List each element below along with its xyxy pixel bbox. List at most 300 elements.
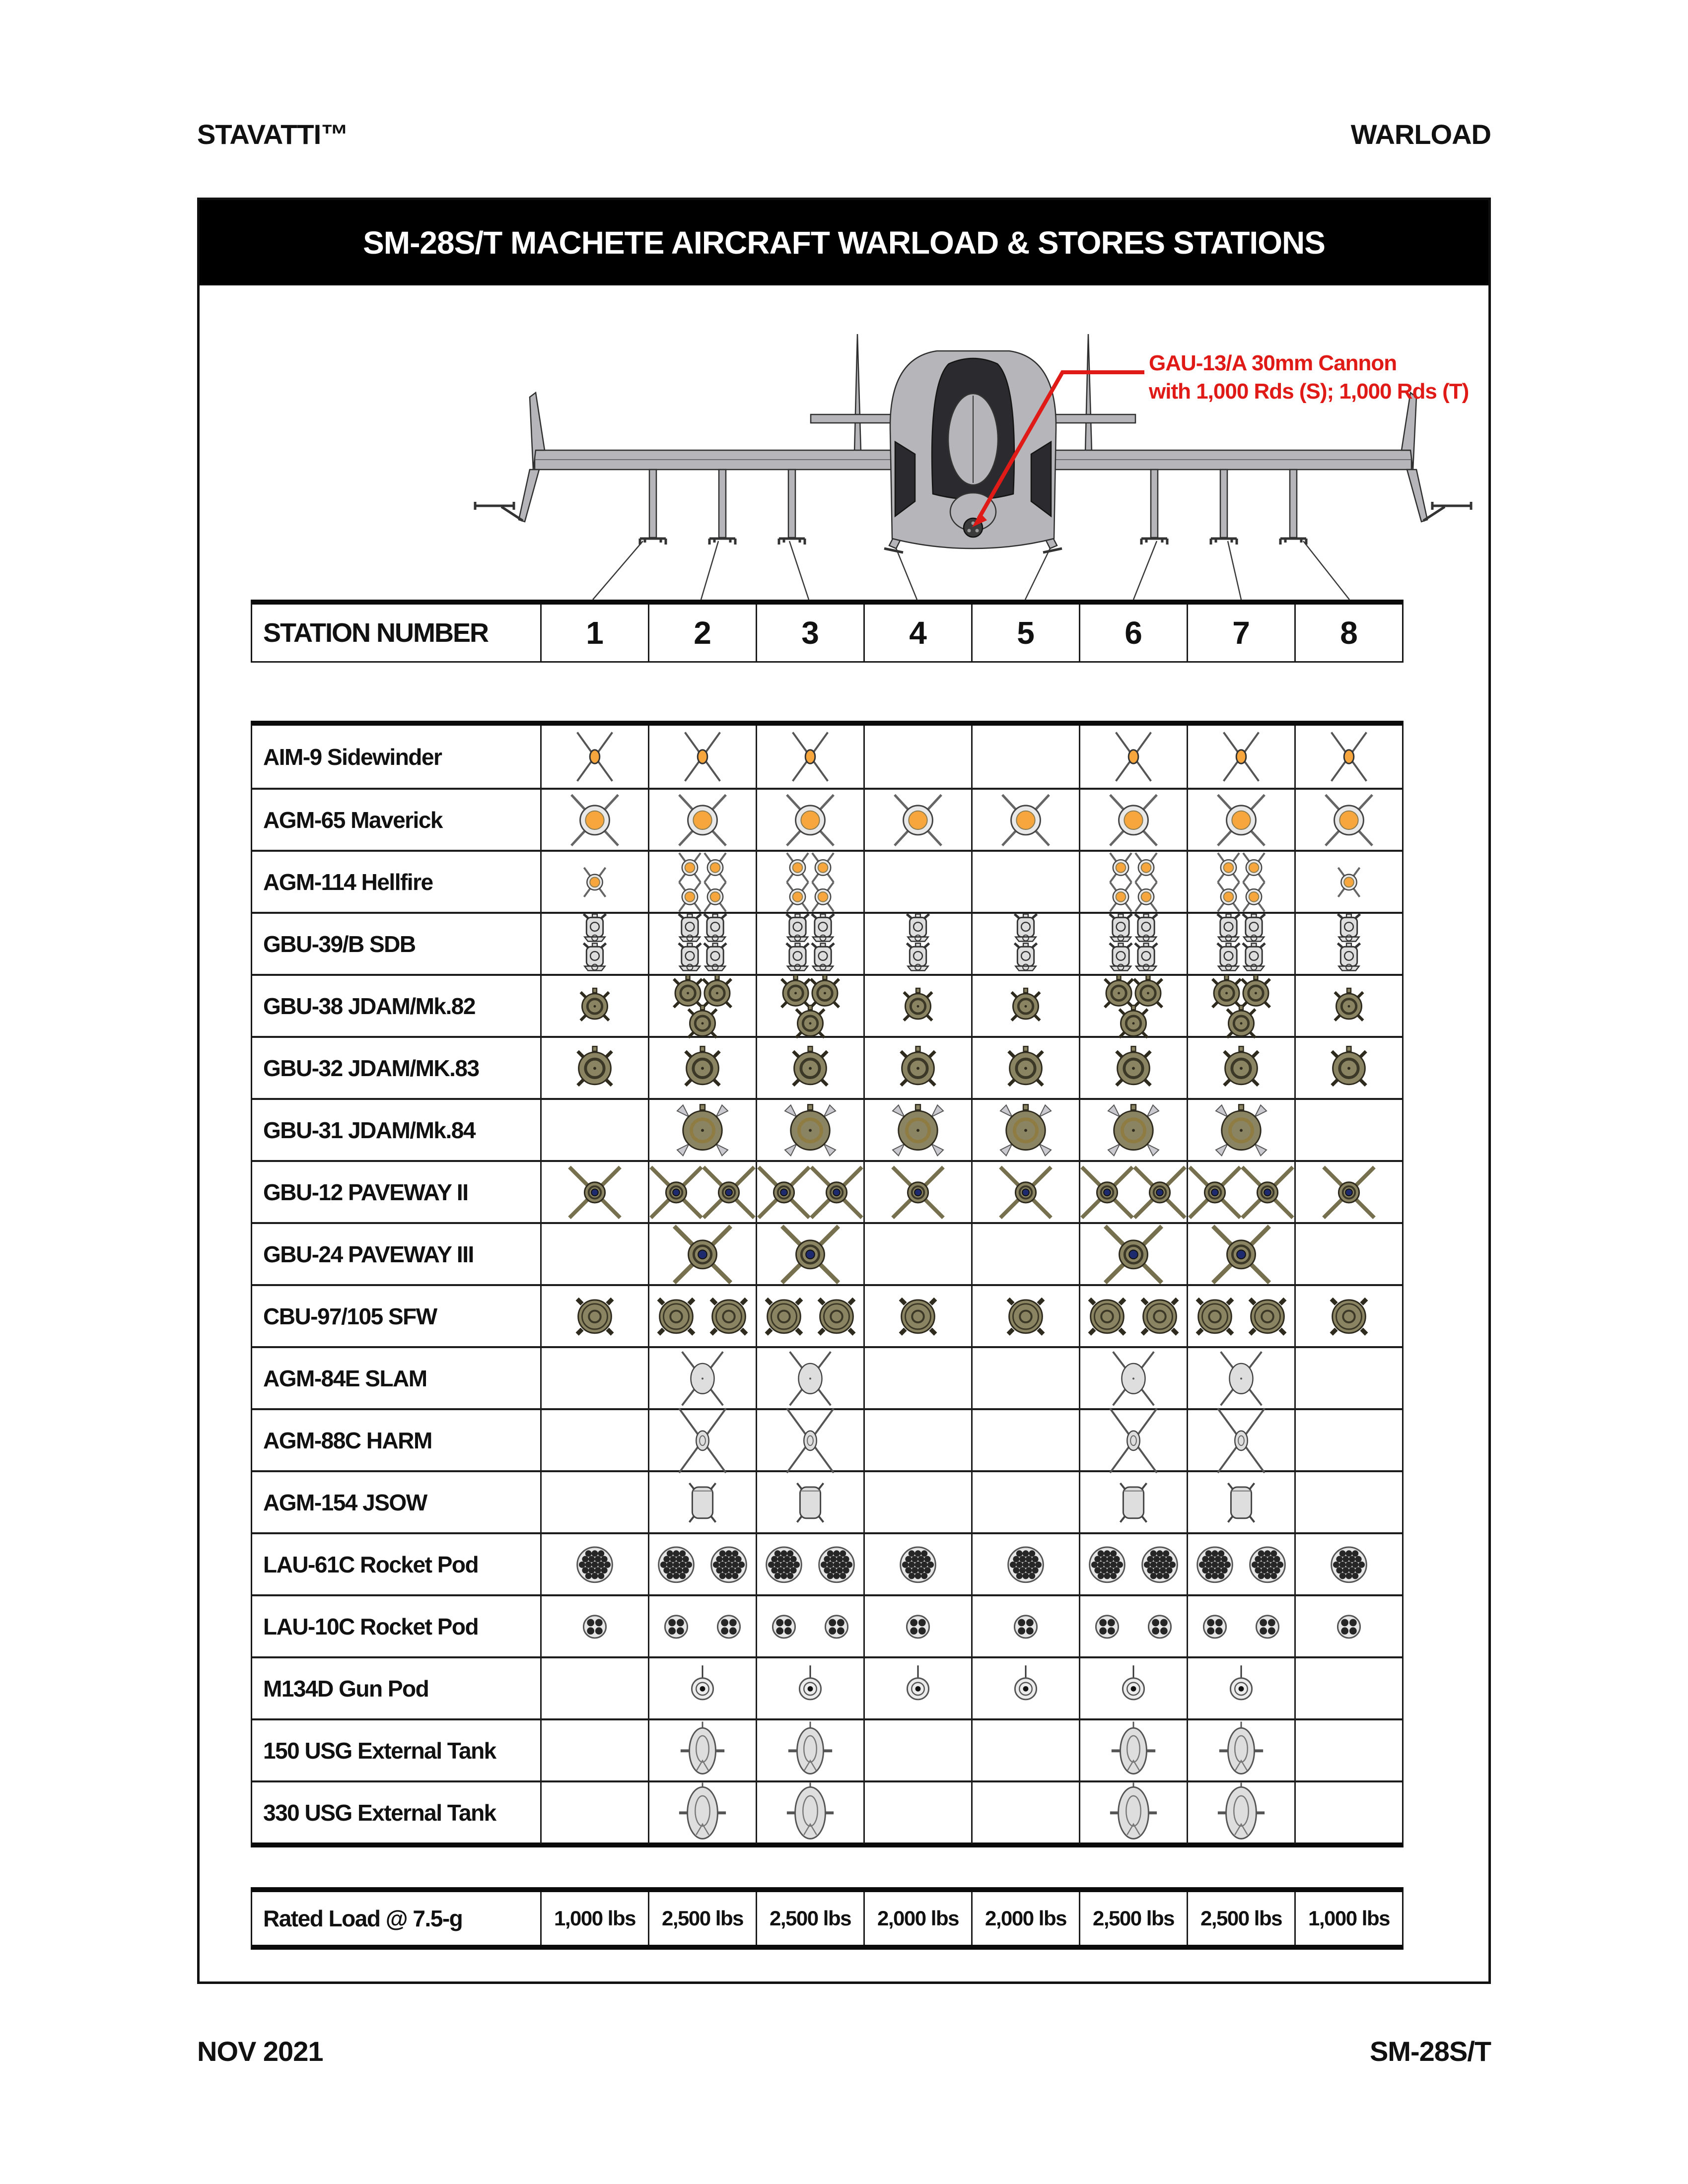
lau61-icon [973,1534,1079,1595]
store-cell-station-4 [863,1410,971,1471]
paveway2-icon [649,1162,756,1223]
weapon-label: AGM-84E SLAM [263,1365,427,1392]
jdam38-icon [1188,976,1294,1037]
store-cell-station-2 [648,1162,756,1223]
store-cell-station-4 [863,1348,971,1409]
store-cell-station-1 [540,914,648,975]
store-cell-station-3 [756,1534,863,1595]
station-number-7: 7 [1187,605,1294,661]
store-cell-station-5 [971,1534,1079,1595]
station-number-8: 8 [1294,605,1402,661]
tank150-icon [649,1720,756,1781]
store-cell-station-8 [1294,1720,1402,1781]
cannon-annotation [1149,349,1469,406]
lau10-icon [973,1596,1079,1657]
sidewinder-icon [649,726,756,788]
weapon-row [252,726,1402,788]
cbu-icon [865,1286,971,1347]
store-cell-station-2 [648,726,756,788]
store-cell-station-5 [971,1658,1079,1719]
store-cell-station-4 [863,1782,971,1843]
station-number-6: 6 [1079,605,1187,661]
jdam38-icon [542,976,648,1037]
jdam32-icon [542,1038,648,1099]
m134-icon [865,1658,971,1719]
lau10-icon [865,1596,971,1657]
store-cell-station-5 [971,1286,1079,1347]
sdb-icon [757,914,863,975]
slam-icon [1188,1348,1294,1409]
cbu-icon [1080,1286,1187,1347]
sdb-icon [1080,914,1187,975]
lau10-icon [757,1596,863,1657]
paveway2-icon [1296,1162,1402,1223]
store-cell-station-8 [1294,852,1402,913]
store-cell-station-3 [756,1596,863,1657]
tank330-icon [757,1782,863,1843]
weapon-label: CBU-97/105 SFW [263,1303,437,1330]
weapon-row [252,974,1402,1036]
weapon-row [252,912,1402,974]
sidewinder-icon [1080,726,1187,788]
jdam38-icon [1296,976,1402,1037]
store-cell-station-2 [648,976,756,1037]
weapon-label: AGM-88C HARM [263,1428,432,1454]
weapon-label: GBU-38 JDAM/Mk.82 [263,993,475,1020]
store-cell-station-1 [540,1038,648,1099]
m134-icon [1080,1658,1187,1719]
store-cell-station-1 [540,1100,648,1161]
store-cell-station-6 [1079,1224,1187,1285]
weapon-row [252,1036,1402,1098]
weapon-label: 150 USG External Tank [263,1738,496,1764]
weapons-table [251,721,1404,1847]
weapon-label: LAU-10C Rocket Pod [263,1614,479,1640]
page-header [197,118,1491,150]
store-cell-station-1 [540,1162,648,1223]
store-cell-station-7 [1187,790,1294,851]
store-cell-station-7 [1187,1038,1294,1099]
footer-model: SM-28S/T [1369,2036,1491,2067]
store-cell-station-7 [1187,726,1294,788]
store-cell-station-3 [756,1224,863,1285]
store-cell-station-7 [1187,1658,1294,1719]
weapon-label: GBU-24 PAVEWAY III [263,1241,474,1268]
weapon-row [252,850,1402,912]
station-number-1: 1 [540,605,648,661]
cbu-icon [542,1286,648,1347]
weapon-row [252,1532,1402,1594]
weapon-row [252,1656,1402,1718]
store-cell-station-1 [540,1596,648,1657]
maverick-icon [649,790,756,851]
paveway3-icon [757,1224,863,1285]
store-cell-station-6 [1079,1162,1187,1223]
store-cell-station-6 [1079,1348,1187,1409]
store-cell-station-8 [1294,790,1402,851]
tank330-icon [1188,1782,1294,1843]
store-cell-station-5 [971,976,1079,1037]
tank330-icon [1080,1782,1187,1843]
weapon-label: GBU-31 JDAM/Mk.84 [263,1117,475,1144]
jdam38-icon [973,976,1079,1037]
store-cell-station-7 [1187,1782,1294,1843]
store-cell-station-8 [1294,1286,1402,1347]
paveway3-icon [649,1224,756,1285]
store-cell-station-5 [971,914,1079,975]
store-cell-station-1 [540,1782,648,1843]
store-cell-station-7 [1187,1472,1294,1533]
content-frame [197,198,1491,1984]
store-cell-station-7 [1187,914,1294,975]
store-cell-station-6 [1079,1286,1187,1347]
sdb-icon [1296,914,1402,975]
jdam38-icon [865,976,971,1037]
store-cell-station-8 [1294,1658,1402,1719]
page-footer [197,2035,1491,2067]
maverick-icon [757,790,863,851]
store-cell-station-2 [648,1100,756,1161]
lau61-icon [542,1534,648,1595]
rated-load-station-2: 2,500 lbs [648,1892,756,1945]
lau10-icon [649,1596,756,1657]
store-cell-station-6 [1079,726,1187,788]
rated-load-label: Rated Load @ 7.5-g [263,1906,463,1931]
station-number-3: 3 [756,605,863,661]
store-cell-station-3 [756,1782,863,1843]
maverick-icon [973,790,1079,851]
store-cell-station-5 [971,1224,1079,1285]
jdam38-icon [649,976,756,1037]
jdam38-icon [1080,976,1187,1037]
store-cell-station-8 [1294,1410,1402,1471]
jdam32-icon [1296,1038,1402,1099]
store-cell-station-5 [971,1038,1079,1099]
store-cell-station-1 [540,976,648,1037]
jsow-icon [1080,1472,1187,1533]
store-cell-station-5 [971,1100,1079,1161]
store-cell-station-3 [756,726,863,788]
store-cell-station-3 [756,790,863,851]
header-right-text: WARLOAD [1350,119,1491,150]
harm-icon [757,1410,863,1471]
store-cell-station-7 [1187,1720,1294,1781]
weapon-row [252,1780,1402,1843]
m134-icon [649,1658,756,1719]
station-number-5: 5 [971,605,1079,661]
maverick-icon [542,790,648,851]
hellfire-icon [1296,852,1402,913]
store-cell-station-3 [756,1720,863,1781]
weapon-row [252,1408,1402,1470]
hellfire-icon [1080,852,1187,913]
store-cell-station-4 [863,1472,971,1533]
weapon-row [252,1594,1402,1656]
store-cell-station-8 [1294,914,1402,975]
weapon-row [252,788,1402,850]
store-cell-station-2 [648,1720,756,1781]
jdam31-icon [973,1100,1079,1161]
store-cell-station-2 [648,1224,756,1285]
weapon-label: GBU-12 PAVEWAY II [263,1179,468,1206]
store-cell-station-6 [1079,976,1187,1037]
cbu-icon [1188,1286,1294,1347]
maverick-icon [1188,790,1294,851]
sidewinder-icon [1188,726,1294,788]
store-cell-station-3 [756,1100,863,1161]
store-cell-station-8 [1294,1348,1402,1409]
store-cell-station-6 [1079,1038,1187,1099]
store-cell-station-4 [863,790,971,851]
store-cell-station-1 [540,1720,648,1781]
maverick-icon [865,790,971,851]
store-cell-station-7 [1187,1286,1294,1347]
station-number-row [252,605,1402,661]
store-cell-station-6 [1079,1658,1187,1719]
tank150-icon [1080,1720,1187,1781]
brand-text: STAVATTI™ [197,119,349,150]
paveway2-icon [865,1162,971,1223]
station-number-label: STATION NUMBER [263,618,488,648]
annotation-line-2: with 1,000 Rds (S); 1,000 Rds (T) [1149,379,1469,404]
store-cell-station-8 [1294,1782,1402,1843]
rated-load-station-5: 2,000 lbs [971,1892,1079,1945]
store-cell-station-8 [1294,976,1402,1037]
paveway3-icon [1080,1224,1187,1285]
store-cell-station-4 [863,1162,971,1223]
jdam32-icon [1188,1038,1294,1099]
jdam31-icon [757,1100,863,1161]
store-cell-station-5 [971,726,1079,788]
store-cell-station-5 [971,1472,1079,1533]
store-cell-station-7 [1187,1100,1294,1161]
weapon-row [252,1222,1402,1284]
store-cell-station-3 [756,1472,863,1533]
store-cell-station-7 [1187,1410,1294,1471]
store-cell-station-7 [1187,1162,1294,1223]
rated-load-station-7: 2,500 lbs [1187,1892,1294,1945]
store-cell-station-4 [863,1100,971,1161]
store-cell-station-6 [1079,852,1187,913]
lau61-icon [1080,1534,1187,1595]
sidewinder-icon [757,726,863,788]
store-cell-station-4 [863,1038,971,1099]
lau61-icon [1296,1534,1402,1595]
rated-load-station-6: 2,500 lbs [1079,1892,1187,1945]
hellfire-icon [757,852,863,913]
store-cell-station-2 [648,1534,756,1595]
weapon-row [252,1346,1402,1408]
aircraft-diagram [200,285,1488,603]
weapon-label: GBU-39/B SDB [263,931,416,957]
store-cell-station-5 [971,790,1079,851]
sidewinder-icon [542,726,648,788]
cbu-icon [973,1286,1079,1347]
store-cell-station-5 [971,1720,1079,1781]
store-cell-station-2 [648,852,756,913]
weapon-row [252,1160,1402,1222]
station-leader-lines [593,541,1349,600]
weapon-row [252,1284,1402,1346]
tank150-icon [757,1720,863,1781]
store-cell-station-5 [971,852,1079,913]
weapon-row [252,1718,1402,1780]
store-cell-station-3 [756,976,863,1037]
rated-load-station-4: 2,000 lbs [863,1892,971,1945]
slam-icon [649,1348,756,1409]
store-cell-station-7 [1187,852,1294,913]
store-cell-station-4 [863,976,971,1037]
store-cell-station-1 [540,1472,648,1533]
store-cell-station-6 [1079,1410,1187,1471]
lau10-icon [542,1596,648,1657]
store-cell-station-4 [863,1658,971,1719]
store-cell-station-8 [1294,1162,1402,1223]
store-cell-station-3 [756,914,863,975]
store-cell-station-1 [540,1658,648,1719]
cbu-icon [1296,1286,1402,1347]
weapon-label: 330 USG External Tank [263,1800,496,1826]
jdam38-icon [757,976,863,1037]
store-cell-station-4 [863,1534,971,1595]
paveway2-icon [542,1162,648,1223]
store-cell-station-6 [1079,1782,1187,1843]
store-cell-station-2 [648,1596,756,1657]
store-cell-station-3 [756,1410,863,1471]
jsow-icon [1188,1472,1294,1533]
hellfire-icon [1188,852,1294,913]
store-cell-station-4 [863,1720,971,1781]
lau10-icon [1296,1596,1402,1657]
store-cell-station-1 [540,1286,648,1347]
store-cell-station-3 [756,1162,863,1223]
store-cell-station-4 [863,726,971,788]
hellfire-icon [649,852,756,913]
store-cell-station-2 [648,1658,756,1719]
store-cell-station-8 [1294,1472,1402,1533]
store-cell-station-2 [648,1286,756,1347]
store-cell-station-6 [1079,1472,1187,1533]
store-cell-station-1 [540,790,648,851]
store-cell-station-6 [1079,1720,1187,1781]
paveway3-icon [1188,1224,1294,1285]
rated-load-table [251,1887,1404,1950]
lau61-icon [649,1534,756,1595]
store-cell-station-2 [648,1038,756,1099]
store-cell-station-2 [648,790,756,851]
cbu-icon [757,1286,863,1347]
harm-icon [649,1410,756,1471]
store-cell-station-1 [540,1224,648,1285]
store-cell-station-4 [863,1596,971,1657]
maverick-icon [1080,790,1187,851]
jdam31-icon [1188,1100,1294,1161]
store-cell-station-3 [756,1286,863,1347]
store-cell-station-4 [863,1286,971,1347]
store-cell-station-1 [540,1534,648,1595]
store-cell-station-3 [756,852,863,913]
sidewinder-icon [1296,726,1402,788]
store-cell-station-1 [540,1410,648,1471]
jdam32-icon [973,1038,1079,1099]
harm-icon [1188,1410,1294,1471]
lau10-icon [1188,1596,1294,1657]
sdb-icon [542,914,648,975]
store-cell-station-5 [971,1410,1079,1471]
store-cell-station-8 [1294,1534,1402,1595]
slam-icon [1080,1348,1187,1409]
jdam31-icon [649,1100,756,1161]
store-cell-station-6 [1079,1534,1187,1595]
page-title: SM-28S/T MACHETE AIRCRAFT WARLOAD & STORES STATIONS [363,225,1325,261]
tank330-icon [649,1782,756,1843]
store-cell-station-1 [540,1348,648,1409]
station-number-table [251,600,1404,663]
jdam32-icon [865,1038,971,1099]
rated-load-station-8: 1,000 lbs [1294,1892,1402,1945]
annotation-line-1: GAU-13/A 30mm Cannon [1149,351,1397,375]
jsow-icon [757,1472,863,1533]
title-bar [200,200,1488,285]
weapon-row [252,1470,1402,1532]
jdam32-icon [1080,1038,1187,1099]
store-cell-station-1 [540,852,648,913]
jdam32-icon [649,1038,756,1099]
store-cell-station-7 [1187,1596,1294,1657]
store-cell-station-7 [1187,1534,1294,1595]
weapon-label: AIM-9 Sidewinder [263,744,442,770]
weapon-label: AGM-114 Hellfire [263,869,433,895]
paveway2-icon [973,1162,1079,1223]
m134-icon [973,1658,1079,1719]
jdam31-icon [865,1100,971,1161]
store-cell-station-6 [1079,1100,1187,1161]
store-cell-station-5 [971,1162,1079,1223]
slam-icon [757,1348,863,1409]
jdam32-icon [757,1038,863,1099]
m134-icon [757,1658,863,1719]
store-cell-station-8 [1294,1038,1402,1099]
lau10-icon [1080,1596,1187,1657]
store-cell-station-4 [863,914,971,975]
store-cell-station-4 [863,852,971,913]
store-cell-station-2 [648,1472,756,1533]
store-cell-station-8 [1294,1100,1402,1161]
store-cell-station-7 [1187,976,1294,1037]
weapon-label: AGM-154 JSOW [263,1490,427,1516]
store-cell-station-3 [756,1348,863,1409]
station-number-2: 2 [648,605,756,661]
store-cell-station-2 [648,1782,756,1843]
store-cell-station-8 [1294,1596,1402,1657]
store-cell-station-5 [971,1348,1079,1409]
store-cell-station-2 [648,1348,756,1409]
weapon-label: GBU-32 JDAM/MK.83 [263,1055,479,1082]
store-cell-station-5 [971,1596,1079,1657]
sdb-icon [1188,914,1294,975]
cbu-icon [649,1286,756,1347]
rated-load-station-3: 2,500 lbs [756,1892,863,1945]
tank150-icon [1188,1720,1294,1781]
lau61-icon [865,1534,971,1595]
lau61-icon [1188,1534,1294,1595]
sdb-icon [649,914,756,975]
paveway2-icon [1188,1162,1294,1223]
store-cell-station-5 [971,1782,1079,1843]
store-cell-station-3 [756,1038,863,1099]
store-cell-station-8 [1294,726,1402,788]
paveway2-icon [1080,1162,1187,1223]
